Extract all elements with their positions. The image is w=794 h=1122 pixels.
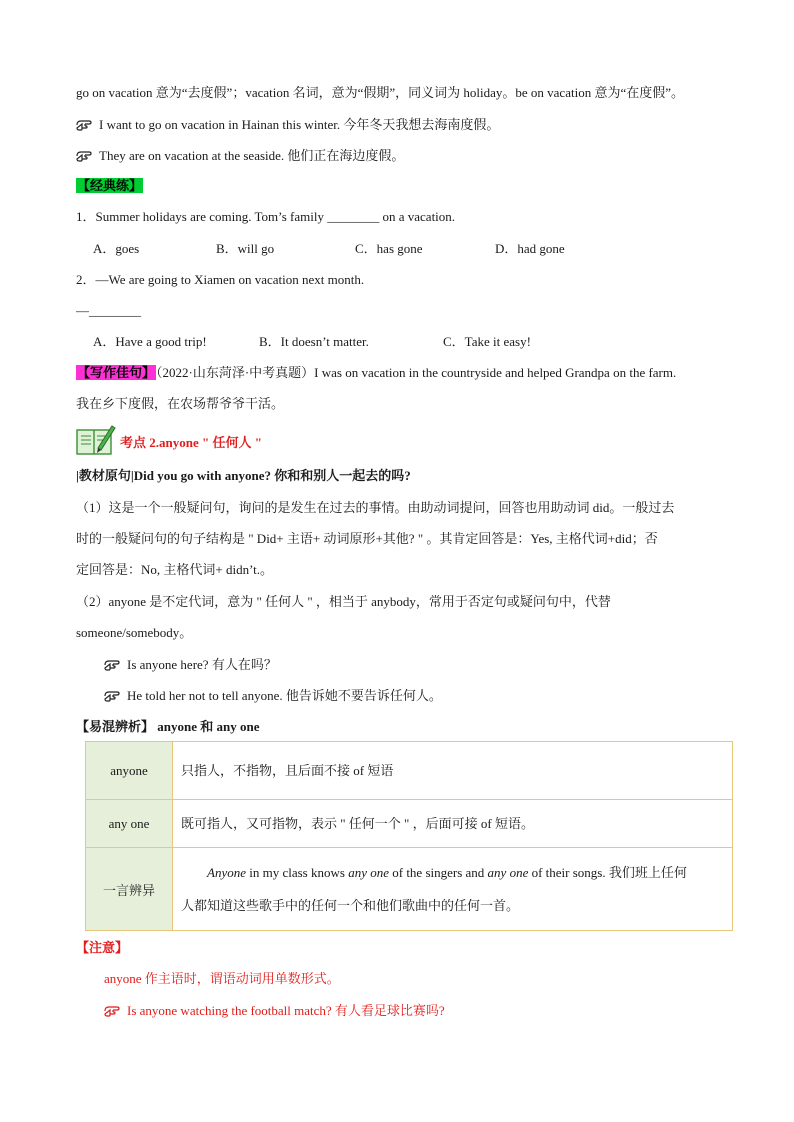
explain-2-line-1: （2）anyone 是不定代词，意为 " 任何人 " ，相当于 anybody，常用于否定句或疑问句中，代替 (76, 594, 611, 609)
question-2-options (93, 333, 724, 351)
example-text: Is anyone watching the football match? 有人看足球比赛吗? (127, 1003, 445, 1018)
pointing-hand-icon (76, 148, 94, 162)
summary-line-1: Anyone in my class knows any one of the singers and any one of their songs. 我们班上任何 (207, 865, 687, 880)
practice-tag: 【经典练】 (77, 178, 143, 193)
intro-example-2 (76, 147, 724, 165)
table-key: anyone (86, 742, 173, 800)
table-row (86, 742, 733, 800)
note-example (104, 1002, 724, 1020)
kaodian-heading (76, 422, 476, 456)
pointing-hand-icon (104, 657, 122, 671)
writing-tag: 【写作佳句】 (77, 365, 156, 380)
example-text: He told her not to tell anyone. 他告诉她不要告诉任何人。 (127, 688, 442, 703)
table-value: 只指人，不指物，且后面不接 of 短语 (173, 742, 733, 800)
pointing-hand-icon (104, 1003, 122, 1017)
table-key: any one (86, 800, 173, 848)
note-rule: anyone 作主语时，谓语动词用单数形式。 (104, 971, 340, 986)
explain-1-line-1: （1）这是一个一般疑问句，询问的是发生在过去的事情。由助动词提问，回答也用助动词 did。一般过去 (76, 500, 675, 515)
option-c: C．has gone (355, 241, 423, 256)
option-d: D．had gone (495, 241, 565, 256)
note-tag: 【注意】 (76, 940, 129, 955)
option-c: C．Take it easy! (443, 334, 531, 349)
practice-heading (76, 177, 724, 195)
table-summary (173, 848, 733, 931)
summary-line-2: 人都知道这些歌手中的任何一个和他们歌曲中的任何一首。 (181, 898, 520, 913)
compare-heading: 【易混辨析】 anyone 和 any one (76, 719, 260, 734)
question-1: 1．Summer holidays are coming. Tom’s family ________ on a vacation. (76, 209, 456, 224)
textbook-sentence: |教材原句|Did you go with anyone? 你和和别人一起去的吗? (76, 468, 411, 483)
question-2: 2．—We are going to Xiamen on vacation next month. (76, 272, 365, 287)
table-key: 一言辨异 (86, 848, 173, 931)
question-1-options (93, 240, 724, 258)
intro-example-1 (76, 116, 724, 134)
intro-line: go on vacation 意为“去度假”；vacation 名词，意为“假期”，同义词为 holiday。be on vacation 意为“在度假”。 (76, 85, 684, 100)
example-text: I want to go on vacation in Hainan this winter. 今年冬天我想去海南度假。 (99, 117, 500, 132)
book-pencil-icon (76, 422, 116, 456)
table-value: 既可指人，又可指物，表示 " 任何一个 " ，后面可接 of 短语。 (173, 800, 733, 848)
pointing-hand-icon (104, 688, 122, 702)
table-row (86, 800, 733, 848)
option-a: A．goes (93, 241, 140, 256)
option-b: B．It doesn’t matter. (259, 334, 369, 349)
example-text: Is anyone here? 有人在吗？ (127, 657, 277, 672)
kaodian-title: 考点 2.anyone " 任何人 " (120, 435, 262, 450)
explain-1-line-3: 定回答是：No, 主格代词+ didn’t.。 (76, 562, 274, 577)
example-text: They are on vacation at the seaside. 他们正在海边度假。 (99, 148, 405, 163)
explain-2-line-2: someone/somebody。 (76, 625, 193, 640)
option-b: B．will go (216, 241, 275, 256)
kaodian-example-2 (104, 687, 724, 705)
question-2-blank: —________ (76, 303, 141, 318)
compare-table (85, 741, 733, 931)
writing-sentence (76, 364, 724, 382)
kaodian-example-1 (104, 656, 724, 674)
writing-text: （2022·山东菏泽·中考真题）I was on vacation in the countryside and helped Grandpa on the farm. (156, 365, 677, 380)
pointing-hand-icon (76, 117, 94, 131)
option-a: A．Have a good trip! (93, 334, 207, 349)
table-row (86, 848, 733, 931)
writing-translation: 我在乡下度假，在农场帮爷爷干活。 (76, 396, 285, 411)
explain-1-line-2: 时的一般疑问句的句子结构是 " Did+ 主语+ 动词原形+其他? " 。其肯定回答是：Yes, 主格代词+did；否 (76, 531, 658, 546)
